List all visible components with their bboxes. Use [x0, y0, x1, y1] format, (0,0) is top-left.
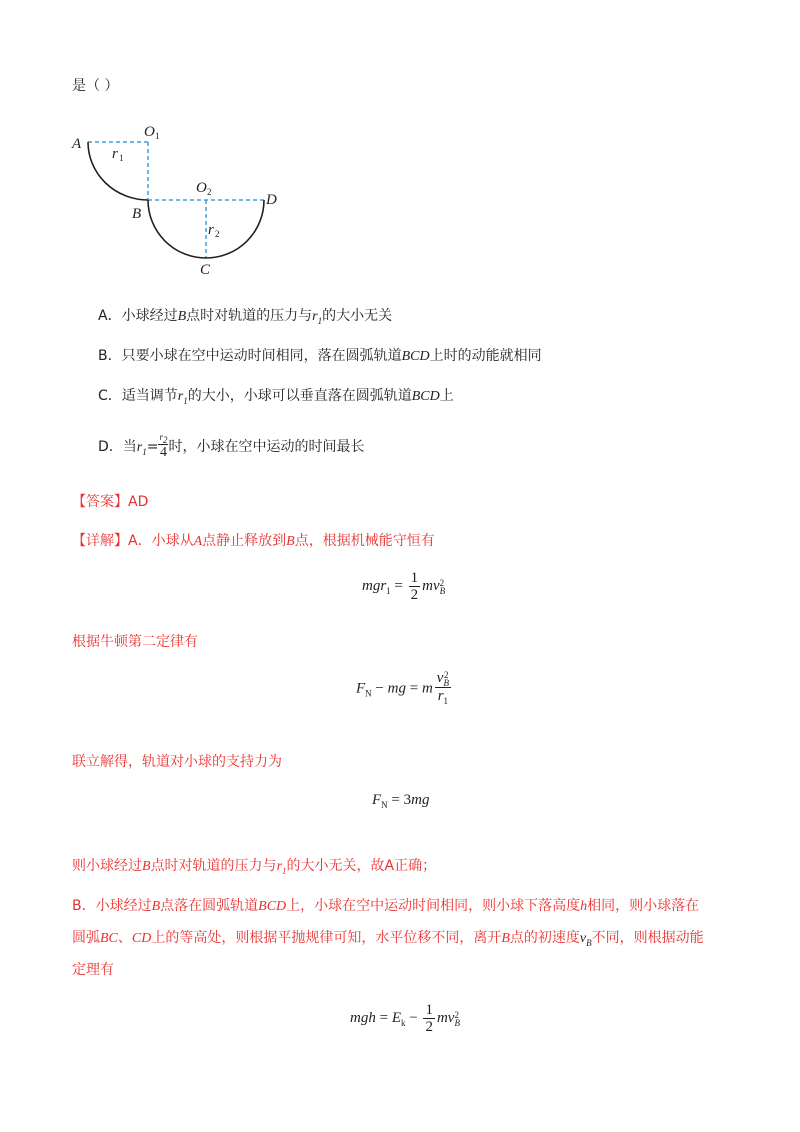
explanation-line-4: 则小球经过B点时对轨道的压力与$r_1$的大小无关，故A正确；: [72, 858, 437, 876]
label-c: C: [200, 262, 211, 278]
option-c: C．适当调节$r_1$的大小，小球可以垂直落在圆弧轨道BCD上: [98, 388, 454, 406]
explanation-line-5: B．小球经过B点落在圆弧轨道BCD上，小球在空中运动时间相同，则小球下落高度h相同，则小球落在: [72, 898, 700, 914]
label-r2-sub: 2: [215, 229, 220, 239]
label-r1: r: [112, 146, 118, 162]
equation-support-force: $F_N = 3mg$: [372, 792, 430, 810]
answer-tag: 【答案】: [72, 494, 128, 510]
label-r1-sub: 1: [119, 153, 124, 163]
answer-line: [72, 492, 148, 512]
label-r2: r: [208, 222, 214, 238]
option-d: D．当$r_1=$ $\frac{r_2}{4}$ 时，小球在空中运动的时间最长: [98, 431, 365, 461]
equation-energy: mgr$_1$ = $\frac{1}{2}$ mv 2 B: [362, 570, 446, 603]
option-a: A．小球经过B点时对轨道的压力与$r_1$的大小无关: [98, 308, 393, 326]
label-d: D: [266, 192, 277, 208]
explanation-line-2: 根据牛顿第二定律有: [72, 634, 198, 650]
explanation-line-7: 定理有: [72, 962, 114, 978]
track-diagram: [66, 122, 296, 282]
question-stem-tail: 是（ ）: [72, 78, 119, 94]
option-b: B．只要小球在空中运动时间相同，落在圆弧轨道BCD上时的动能就相同: [98, 348, 542, 364]
label-a: A: [72, 136, 82, 152]
label-o1-sub: 1: [155, 131, 160, 141]
equation-kinetic-energy: mgh = $E_k$ − $\frac{1}{2}$ mv 2 B: [350, 1002, 460, 1035]
explanation-line-3: 联立解得，轨道对小球的支持力为: [72, 754, 282, 770]
arc-ab: [88, 142, 148, 200]
label-b: B: [132, 206, 142, 222]
label-o1: O: [144, 124, 155, 140]
explanation-line-6: 圆弧BC、CD上的等高处，则根据平抛规律可知，水平位移不同，离开B点的初速度$v_B$不同，则根据动能: [72, 930, 704, 948]
answer-value: AD: [128, 494, 149, 510]
label-o2: O: [196, 180, 207, 196]
label-o2-sub: 2: [207, 187, 212, 197]
equation-newton: $F_N$ − mg = m v 2 B $r_1$: [356, 669, 449, 706]
explanation-line-1: 【详解】A．小球从A点静止释放到B点，根据机械能守恒有: [72, 533, 435, 549]
